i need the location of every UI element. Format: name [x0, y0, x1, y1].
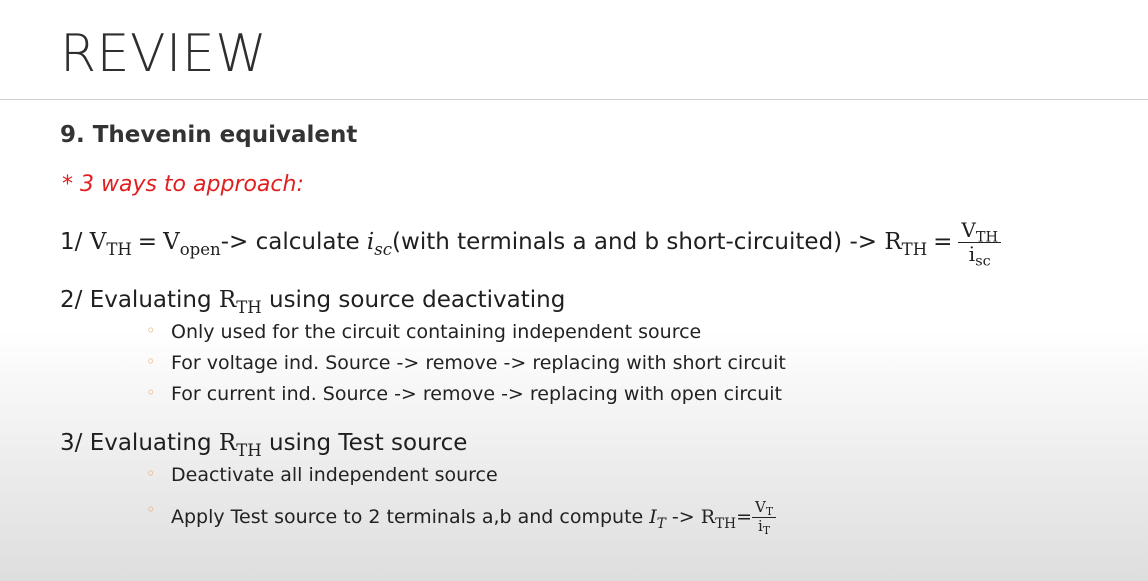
r-th-symbol: $R_{TH}$: [884, 229, 928, 259]
section-heading: 9. Thevenin equivalent: [60, 122, 358, 148]
vt-over-it-fraction: $\frac{V_T}{i_T}$: [752, 500, 776, 535]
bullet-icon: ◦: [146, 500, 156, 519]
list-item: ◦ Apply Test source to 2 terminals a,b and compute $I_T -> R_{TH}=$ $\frac{V_T}{i_T}$: [146, 498, 776, 534]
slide-title: REVIEW: [60, 24, 268, 84]
method-1-prefix: 1/: [60, 229, 90, 255]
vth-over-isc-fraction: $\frac{V_{TH}}{i_{sc}}$: [958, 220, 1001, 265]
equals-sign-2: =: [933, 229, 953, 255]
method-2-heading: [60, 287, 566, 317]
method-3-heading: [60, 430, 468, 460]
bullet-icon: ◦: [146, 383, 156, 402]
method-2-prefix: 2/ Evaluating: [60, 287, 219, 313]
method-1-text-1: -> calculate: [220, 229, 367, 255]
method-2-bullet-list: [146, 321, 786, 414]
method-1-line: [60, 218, 1001, 270]
bullet-icon: ◦: [146, 464, 156, 483]
method-2-suffix: using source deactivating: [261, 287, 566, 313]
equals-sign: =: [137, 229, 158, 255]
title-divider: [0, 99, 1148, 100]
method-3-suffix: using Test source: [261, 430, 468, 456]
list-item: ◦ Only used for the circuit containing independent source: [146, 321, 702, 343]
bullet-icon: ◦: [146, 321, 156, 340]
method-3-prefix: 3/ Evaluating: [60, 430, 219, 456]
bullet-icon: ◦: [146, 352, 156, 371]
list-item: ◦ For voltage ind. Source -> remove -> replacing with short circuit: [146, 352, 786, 374]
v-open-symbol: $V_{open}$: [163, 229, 221, 259]
method-3-bullet-list: [146, 464, 776, 537]
list-item: ◦ Deactivate all independent source: [146, 464, 498, 486]
equals-sign: =: [736, 505, 753, 528]
v-th-symbol: $V_{TH}$: [89, 229, 132, 259]
r-th-symbol: $R_{TH}$: [700, 505, 737, 532]
approach-note: * 3 ways to approach:: [62, 172, 304, 197]
list-item: ◦ For current ind. Source -> remove -> replacing with open circuit: [146, 383, 782, 405]
r-th-symbol: $R_{TH}$: [218, 287, 262, 317]
i-sc-symbol: $i_{sc}$: [366, 229, 393, 259]
r-th-symbol: $R_{TH}$: [218, 430, 262, 460]
method-1-text-2: (with terminals a and b short-circuited) ->: [392, 229, 885, 255]
i-t-symbol: $I_T$: [649, 505, 666, 532]
